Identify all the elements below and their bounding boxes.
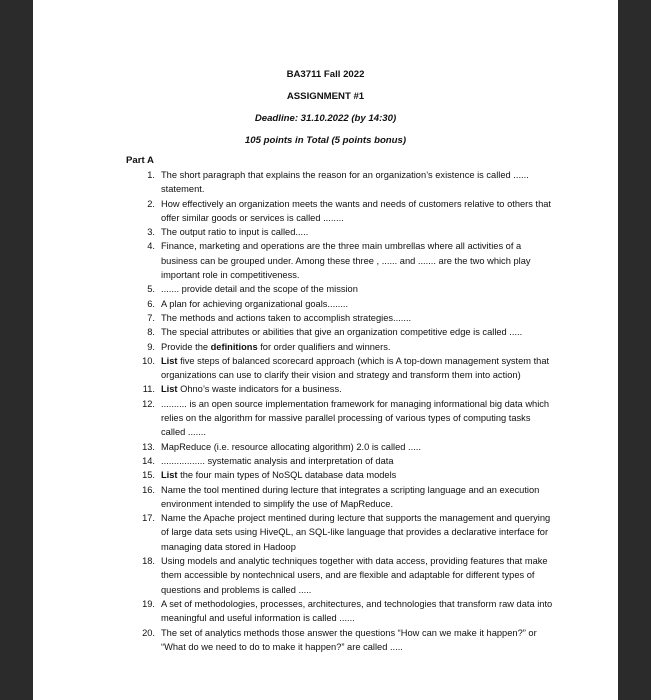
item-text	[161, 340, 553, 354]
item-number: 3.	[147, 227, 155, 238]
item-text	[161, 454, 553, 468]
item-text	[161, 354, 553, 383]
points-total: 105 points in Total (5 points bonus)	[244, 135, 407, 146]
item-text	[161, 626, 553, 655]
item-text	[161, 382, 553, 396]
right-border	[618, 0, 651, 700]
item-number: 4.	[147, 241, 155, 252]
list-item	[141, 239, 553, 282]
item-text-body: ................. systematic analysis and interpretation of data	[161, 455, 394, 466]
assignment-title: ASSIGNMENT #1	[286, 91, 365, 102]
item-number: 13.	[142, 441, 155, 452]
list-item	[141, 626, 553, 655]
item-text	[161, 311, 553, 325]
list-item	[141, 483, 553, 512]
item-number: 2.	[147, 198, 155, 209]
list-item	[141, 225, 553, 239]
item-bold-keyword: List	[161, 470, 178, 481]
item-text-body: ....... provide detail and the scope of the mission	[161, 284, 358, 295]
item-bold-keyword: definitions	[210, 341, 258, 352]
item-text-body: .......... is an open source implementation framework for managing informational big data which relies on the algorithm for massive parallel processing of various types of computing tasks called .......	[161, 398, 550, 438]
item-text	[161, 554, 553, 597]
item-number: 20.	[142, 627, 155, 638]
item-number: 1.	[147, 170, 155, 180]
item-text-body: the four main types of NoSQL database data models	[177, 470, 397, 481]
list-item	[141, 397, 553, 440]
item-text	[161, 168, 553, 197]
item-text	[161, 468, 553, 482]
item-number: 14.	[142, 455, 155, 466]
list-item	[141, 440, 553, 454]
item-text	[161, 483, 553, 512]
item-number: 5.	[147, 284, 155, 295]
item-text-body: The output ratio to input is called.....	[161, 227, 309, 238]
item-number: 15.	[142, 470, 155, 481]
list-item	[141, 297, 553, 311]
part-a-heading: Part A	[126, 155, 154, 166]
list-item	[141, 511, 553, 554]
left-border	[0, 0, 33, 700]
item-text-body: for order qualifiers and winners.	[257, 341, 391, 352]
item-number: 11.	[142, 384, 155, 395]
item-number: 7.	[147, 312, 155, 323]
item-text-body: The special attributes or abilities that give an organization competitive edge is called .....	[161, 327, 523, 338]
item-text	[161, 297, 553, 311]
item-text-body: How effectively an organization meets the wants and needs of customers relative to others that offer similar goods or services is called ........	[161, 198, 551, 223]
item-text-body: The short paragraph that explains the reason for an organization’s existence is called ...... statement.	[161, 170, 529, 195]
item-text-body: Name the tool mentined during lecture that integrates a scripting language and an execution environment intended to simplify the use of MapReduce.	[161, 484, 540, 509]
list-item	[141, 197, 553, 226]
list-item	[141, 354, 553, 383]
item-number: 17.	[142, 513, 155, 524]
item-text-body: Name the Apache project mentined during lecture that supports the management and querying of large data sets using HiveQL, an SQL-like language that provides a declarative interface for managing data stored in Hadoop	[161, 513, 551, 552]
item-text	[161, 397, 553, 440]
item-text-body: Using models and analytic techniques together with data access, providing features that make them accessible by nontechnical users, and are flexible and adaptable for different types of questions and problems is called .....	[161, 556, 548, 595]
document-page	[33, 0, 618, 700]
item-text	[161, 239, 553, 282]
item-text-body: The methods and actions taken to accomplish strategies.......	[161, 312, 412, 323]
item-text	[161, 282, 553, 296]
course-title: BA3711 Fall 2022	[286, 69, 365, 80]
item-text	[161, 511, 553, 554]
item-text-body: Ohno’s waste indicators for a business.	[177, 384, 342, 395]
list-item	[141, 325, 553, 339]
item-number: 12.	[142, 398, 155, 409]
item-number: 18.	[142, 556, 155, 567]
item-text-body: A plan for achieving organizational goals........	[161, 298, 349, 309]
item-text	[161, 225, 553, 239]
item-number: 16.	[142, 484, 155, 495]
item-bold-keyword: List	[161, 384, 178, 395]
item-text-body: five steps of balanced scorecard approach (which is A top-down management system that organizations can use to clarify their vision and strategy and transform them into action)	[161, 355, 550, 381]
list-item	[141, 454, 553, 468]
list-item	[141, 554, 553, 597]
item-text-body: The set of analytics methods those answer the questions “How can we make it happen?” or “What do we need to do to make it happen?” are called .....	[161, 627, 537, 652]
item-text	[161, 197, 553, 226]
item-text	[161, 440, 553, 454]
item-number: 19.	[142, 598, 155, 609]
item-number: 8.	[147, 327, 155, 338]
list-item	[141, 311, 553, 325]
item-text-body: MapReduce (i.e. resource allocating algorithm) 2.0 is called .....	[161, 441, 421, 452]
list-item	[141, 382, 553, 396]
item-number: 6.	[147, 298, 155, 309]
item-text	[161, 597, 553, 626]
item-text-body: Finance, marketing and operations are the three main umbrellas where all activities of a business can be grouped under. Among these three , ...... and ....... are the two which play important role in competitiveness.	[161, 241, 531, 281]
item-number: 10.	[142, 355, 155, 366]
item-text	[161, 325, 553, 339]
list-item	[141, 597, 553, 626]
question-list	[141, 168, 553, 654]
item-text-body: A set of methodologies, processes, architectures, and technologies that transform raw data into meaningful and useful information is called ......	[161, 598, 553, 624]
list-item	[141, 468, 553, 482]
list-item	[141, 340, 553, 354]
item-bold-keyword: List	[161, 355, 178, 366]
item-text-prefix: Provide the	[161, 341, 211, 352]
item-number: 9.	[147, 341, 155, 352]
list-item	[141, 282, 553, 296]
list-item	[141, 168, 553, 197]
deadline: Deadline: 31.10.2022 (by 14:30)	[254, 113, 397, 124]
